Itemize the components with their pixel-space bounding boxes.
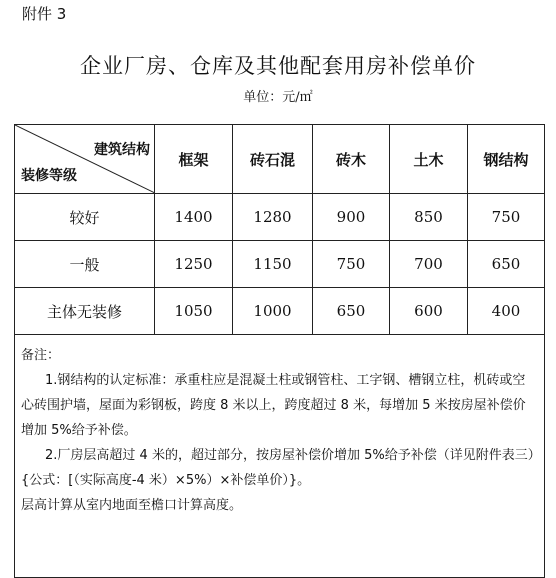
diagonal-header-cell — [15, 125, 155, 194]
table-cell: 1000 — [233, 288, 313, 335]
table-cell: 600 — [390, 288, 468, 335]
unit-label: 单位：元/㎡ — [243, 90, 313, 105]
column-header-earth-wood: 土木 — [390, 125, 468, 194]
table-row — [15, 288, 545, 335]
row-label: 一般 — [15, 241, 155, 288]
table-cell: 1150 — [233, 241, 313, 288]
table-cell: 700 — [390, 241, 468, 288]
table-cell: 1400 — [155, 194, 233, 241]
table-cell: 900 — [313, 194, 390, 241]
table-header-row — [15, 125, 545, 194]
note-floor-height: 2.厂房层高超过 4 米的，超过部分，按房屋补偿价增加 5%给予补偿（详见附件表三）{公式：[（实际高度-4 米）×5%）×补偿单价）}。 — [21, 448, 535, 488]
table-cell: 750 — [468, 194, 545, 241]
table-row — [15, 241, 545, 288]
table-cell: 650 — [468, 241, 545, 288]
column-header-brick-stone: 砖石混 — [233, 125, 313, 194]
header-structure-label: 建筑结构 — [94, 142, 150, 158]
compensation-table — [14, 124, 545, 578]
column-header-steel: 钢结构 — [468, 125, 545, 194]
table-cell: 1050 — [155, 288, 233, 335]
note-steel-structure: 1.钢结构的认定标准：承重柱应是混凝土柱或钢管柱、工字钢、槽钢立柱，机砖或空心砖围护墙，屋面为彩钢板，跨度 8 米以上，跨度超过 8 米，每增加 5 米按房屋补偿价增加 5%给予补偿。 — [21, 373, 526, 438]
table-cell: 650 — [313, 288, 390, 335]
table-cell: 850 — [390, 194, 468, 241]
note-height-calculation: 层高计算从室内地面至檐口计算高度。 — [21, 498, 243, 513]
column-header-brick-wood: 砖木 — [313, 125, 390, 194]
table-cell: 1280 — [233, 194, 313, 241]
row-label: 主体无装修 — [15, 288, 155, 335]
row-label: 较好 — [15, 194, 155, 241]
attachment-label: 附件 3 — [22, 5, 67, 23]
table-cell: 750 — [313, 241, 390, 288]
page-title: 企业厂房、仓库及其他配套用房补偿单价 — [80, 54, 476, 78]
notes-heading: 备注： — [21, 348, 61, 363]
notes-cell — [15, 335, 545, 578]
table-cell: 1250 — [155, 241, 233, 288]
table-cell: 400 — [468, 288, 545, 335]
header-grade-label: 装修等级 — [21, 168, 77, 184]
table-row — [15, 194, 545, 241]
notes-row — [15, 335, 545, 578]
column-header-frame: 框架 — [155, 125, 233, 194]
